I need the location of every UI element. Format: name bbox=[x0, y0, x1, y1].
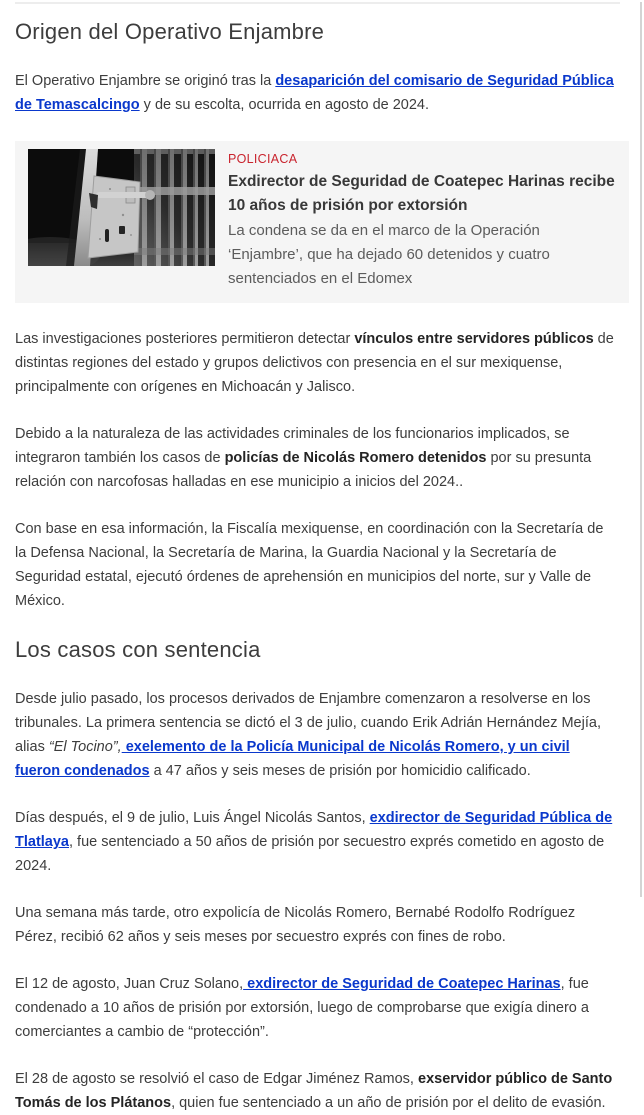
text-run: y de su escolta, ocurrida en agosto de 2024. bbox=[139, 97, 430, 113]
text-run: Debido a la naturaleza de las actividades criminales de los funcionarios implicados, se integraron también los casos de bbox=[15, 426, 570, 466]
italic-text: “El Tocino”, bbox=[48, 739, 122, 755]
article-paragraph bbox=[15, 972, 616, 1044]
text-run: de distintas regiones del estado y grupos delictivos con presencia en el sur mexiquense, principalmente con orígenes en Michoacán y Jalisco. bbox=[15, 331, 614, 395]
text-run: por su presunta relación con narcofosas halladas en ese municipio a inicios del 2024.. bbox=[15, 450, 592, 490]
section-heading-origen: Origen del Operativo Enjambre bbox=[15, 19, 325, 44]
related-article-description: La condena se da en el marco de la Operación ‘Enjambre’, que ha dejado 60 detenidos y cuatro sentenciados en el Edomex bbox=[228, 222, 550, 287]
category-label[interactable]: POLICIACA bbox=[228, 152, 298, 166]
article-paragraph bbox=[15, 806, 616, 878]
page-right-border bbox=[640, 2, 642, 897]
sentencia-paragraphs bbox=[15, 687, 629, 1115]
jail-cell-photo[interactable] bbox=[28, 149, 215, 266]
bold-text: vínculos entre servidores públicos bbox=[354, 331, 594, 347]
inline-link[interactable]: exdirector de Seguridad de Coatepec Harinas bbox=[243, 976, 561, 992]
text-run: El 12 de agosto, Juan Cruz Solano, bbox=[15, 976, 244, 992]
text-run: Días después, el 9 de julio, Luis Ángel Nicolás Santos, bbox=[15, 810, 370, 826]
text-run: , fue sentenciado a 50 años de prisión por secuestro exprés cometido en agosto de 2024. bbox=[15, 834, 605, 874]
article-paragraph bbox=[15, 327, 616, 399]
inline-link[interactable]: exelemento de la Policía Municipal de Nicolás Romero, y un civil fueron condenados bbox=[15, 739, 570, 779]
top-divider bbox=[15, 2, 620, 4]
related-article-title[interactable]: Exdirector de Seguridad de Coatepec Harinas recibe 10 años de prisión por extorsión bbox=[228, 173, 615, 214]
article-paragraph bbox=[15, 69, 616, 117]
jail-cell-illustration bbox=[28, 149, 215, 266]
text-run: , fue condenado a 10 años de prisión por extorsión, luego de comprobarse que exigía dinero a comerciantes a cambio de “protección”. bbox=[15, 976, 589, 1040]
article-paragraph bbox=[15, 687, 616, 783]
text-run: , quien fue sentenciado a un año de prisión por el delito de evasión. bbox=[171, 1095, 606, 1111]
article-paragraph bbox=[15, 517, 616, 613]
related-article-card[interactable] bbox=[15, 141, 629, 303]
text-run: El Operativo Enjambre se originó tras la bbox=[15, 73, 276, 89]
article-page bbox=[0, 2, 644, 1115]
intro-paragraphs bbox=[15, 69, 629, 117]
text-run: Las investigaciones posteriores permitieron detectar bbox=[15, 331, 355, 347]
text-run: Con base en esa información, la Fiscalía mexiquense, en coordinación con la Secretaría de la Defensa Nacional, la Secretaría de Marina, la Guardia Nacional y la Secretaría de Seguridad estatal, ejecutó órdenes de aprehensión en municipios del norte, sur y Valle de México. bbox=[15, 521, 604, 609]
inline-link[interactable]: desaparición del comisario de Seguridad Pública de Temascalcingo bbox=[15, 73, 614, 113]
investigacion-paragraphs bbox=[15, 327, 629, 613]
inline-link[interactable]: exdirector de Seguridad Pública de Tlatlaya bbox=[15, 810, 613, 850]
text-run: Desde julio pasado, los procesos derivados de Enjambre comenzaron a resolverse en los tribunales. La primera sentencia se dictó el 3 de julio, cuando Erik Adrián Hernández Mejía, alias bbox=[15, 691, 601, 755]
article-paragraph bbox=[15, 901, 616, 949]
related-article-text bbox=[228, 149, 616, 291]
section-heading-sentencia: Los casos con sentencia bbox=[15, 637, 261, 662]
article-paragraph bbox=[15, 422, 616, 494]
bold-text: exservidor público de Santo Tomás de los Plátanos bbox=[15, 1071, 613, 1111]
bold-text: policías de Nicolás Romero detenidos bbox=[224, 450, 487, 466]
text-run: a 47 años y seis meses de prisión por homicidio calificado. bbox=[149, 763, 531, 779]
article-paragraph bbox=[15, 1067, 616, 1115]
text-run: El 28 de agosto se resolvió el caso de Edgar Jiménez Ramos, bbox=[15, 1071, 418, 1087]
text-run: Una semana más tarde, otro expolicía de Nicolás Romero, Bernabé Rodolfo Rodríguez Pérez, recibió 62 años y seis meses por secuestro exprés con fines de robo. bbox=[15, 905, 576, 945]
